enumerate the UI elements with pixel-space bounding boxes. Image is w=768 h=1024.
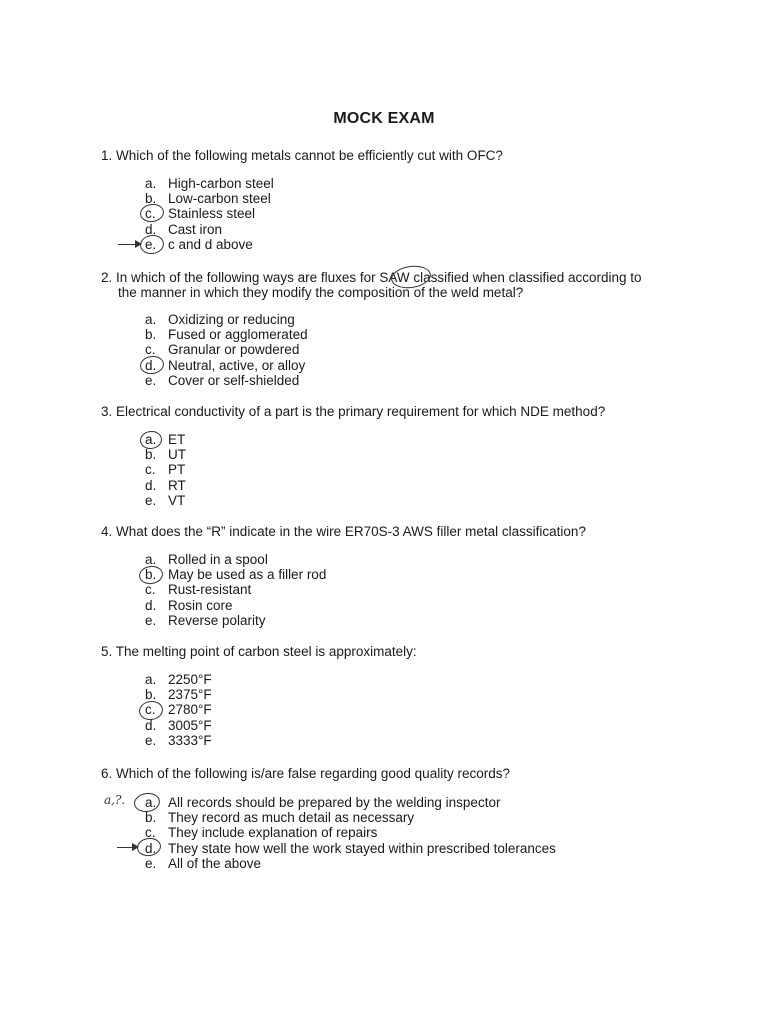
- option-letter: d.: [145, 597, 157, 613]
- option-1c: [145, 206, 274, 221]
- option-3d: [145, 478, 186, 493]
- question-6-options: [145, 795, 556, 871]
- option-letter: e.: [145, 612, 157, 628]
- option-text: Rust-resistant: [168, 582, 252, 598]
- option-letter: d.: [145, 840, 157, 856]
- option-6c: [145, 825, 556, 840]
- option-text: High-carbon steel: [168, 176, 274, 191]
- option-text: 3333°F: [168, 732, 212, 748]
- option-letter: c.: [145, 342, 156, 358]
- option-letter: c.: [145, 206, 156, 222]
- option-text: 3005°F: [168, 717, 212, 733]
- option-letter: a.: [145, 795, 157, 810]
- option-text: 2375°F: [168, 687, 212, 703]
- question-1: 1. Which of the following metals cannot be efficiently cut with OFC?: [101, 148, 503, 163]
- handwritten-note: a,?.: [104, 793, 126, 807]
- option-letter: b.: [145, 687, 157, 703]
- question-4-options: [145, 552, 326, 628]
- option-text: They record as much detail as necessary: [168, 810, 415, 826]
- option-text: 2250°F: [168, 672, 212, 687]
- option-text: c and d above: [168, 236, 253, 252]
- option-text: They state how well the work stayed within prescribed tolerances: [168, 840, 556, 856]
- option-text: ET: [168, 432, 186, 447]
- option-6a: [145, 795, 556, 810]
- option-letter: b.: [145, 327, 157, 343]
- option-letter: b.: [145, 810, 157, 826]
- option-text: Reverse polarity: [168, 612, 266, 628]
- question-1-options: [145, 176, 274, 252]
- option-1b: [145, 191, 274, 206]
- option-letter: e.: [145, 236, 157, 252]
- option-text: They include explanation of repairs: [168, 825, 378, 841]
- option-4d: [145, 598, 326, 613]
- question-2-options: [145, 312, 308, 388]
- option-text: Stainless steel: [168, 206, 256, 222]
- option-letter: e.: [145, 732, 157, 748]
- option-5a: [145, 672, 212, 687]
- option-1d: [145, 222, 274, 237]
- option-text: Oxidizing or reducing: [168, 312, 295, 327]
- option-letter: d.: [145, 357, 157, 373]
- option-text: Rolled in a spool: [168, 552, 268, 567]
- option-text: Low-carbon steel: [168, 191, 271, 207]
- option-2e: [145, 373, 308, 388]
- option-letter: a.: [145, 176, 157, 191]
- handwritten-arrow-icon: [117, 847, 137, 848]
- handwritten-arrow-icon: [118, 244, 140, 245]
- option-text: Neutral, active, or alloy: [168, 357, 306, 373]
- option-letter: c.: [145, 582, 156, 598]
- option-2a: [145, 312, 308, 327]
- option-letter: d.: [145, 221, 157, 237]
- option-letter: c.: [145, 825, 156, 841]
- question-2-line-1: 2. In which of the following ways are fluxes for SAW classified when classified according to: [101, 270, 642, 285]
- option-letter: a.: [145, 312, 157, 327]
- option-letter: a.: [145, 432, 157, 447]
- option-letter: a.: [145, 552, 157, 567]
- option-letter: d.: [145, 717, 157, 733]
- option-3b: [145, 447, 186, 462]
- option-6d: [145, 841, 556, 856]
- option-4c: [145, 582, 326, 597]
- option-letter: c.: [145, 702, 156, 718]
- option-letter: e.: [145, 492, 157, 508]
- option-text: All records should be prepared by the welding inspector: [168, 795, 501, 810]
- page-title: MOCK EXAM: [333, 110, 435, 127]
- question-2-line-2: the manner in which they modify the composition of the weld metal?: [118, 285, 524, 300]
- option-2d: [145, 358, 308, 373]
- option-5e: [145, 733, 212, 748]
- option-6b: [145, 810, 556, 825]
- option-text: VT: [168, 492, 186, 508]
- option-letter: b.: [145, 567, 157, 583]
- option-letter: e.: [145, 372, 157, 388]
- question-5: 5. The melting point of carbon steel is approximately:: [101, 644, 417, 659]
- option-4a: [145, 552, 326, 567]
- question-4: 4. What does the “R” indicate in the wire ER70S-3 AWS filler metal classification?: [101, 524, 586, 539]
- option-letter: b.: [145, 447, 157, 463]
- option-3e: [145, 493, 186, 508]
- option-letter: a.: [145, 672, 157, 687]
- option-text: Fused or agglomerated: [168, 327, 308, 343]
- option-text: Cast iron: [168, 221, 223, 237]
- option-letter: c.: [145, 462, 156, 478]
- option-text: May be used as a filler rod: [168, 567, 327, 583]
- option-6e: [145, 856, 556, 871]
- option-text: 2780°F: [168, 702, 212, 718]
- option-1a: [145, 176, 274, 191]
- option-letter: b.: [145, 191, 157, 207]
- option-2c: [145, 342, 308, 357]
- option-text: All of the above: [168, 855, 262, 871]
- option-5b: [145, 687, 212, 702]
- option-3c: [145, 462, 186, 477]
- question-3: 3. Electrical conductivity of a part is the primary requirement for which NDE method?: [101, 404, 606, 419]
- option-4e: [145, 613, 326, 628]
- option-text: RT: [168, 477, 186, 493]
- option-text: UT: [168, 447, 186, 463]
- option-2b: [145, 327, 308, 342]
- option-text: PT: [168, 462, 186, 478]
- option-1e: [145, 237, 274, 252]
- option-text: Rosin core: [168, 597, 233, 613]
- option-4b: [145, 567, 326, 582]
- option-letter: d.: [145, 477, 157, 493]
- option-5d: [145, 718, 212, 733]
- question-6: 6. Which of the following is/are false regarding good quality records?: [101, 766, 510, 781]
- option-text: Granular or powdered: [168, 342, 300, 358]
- option-letter: e.: [145, 855, 157, 871]
- option-text: Cover or self-shielded: [168, 372, 300, 388]
